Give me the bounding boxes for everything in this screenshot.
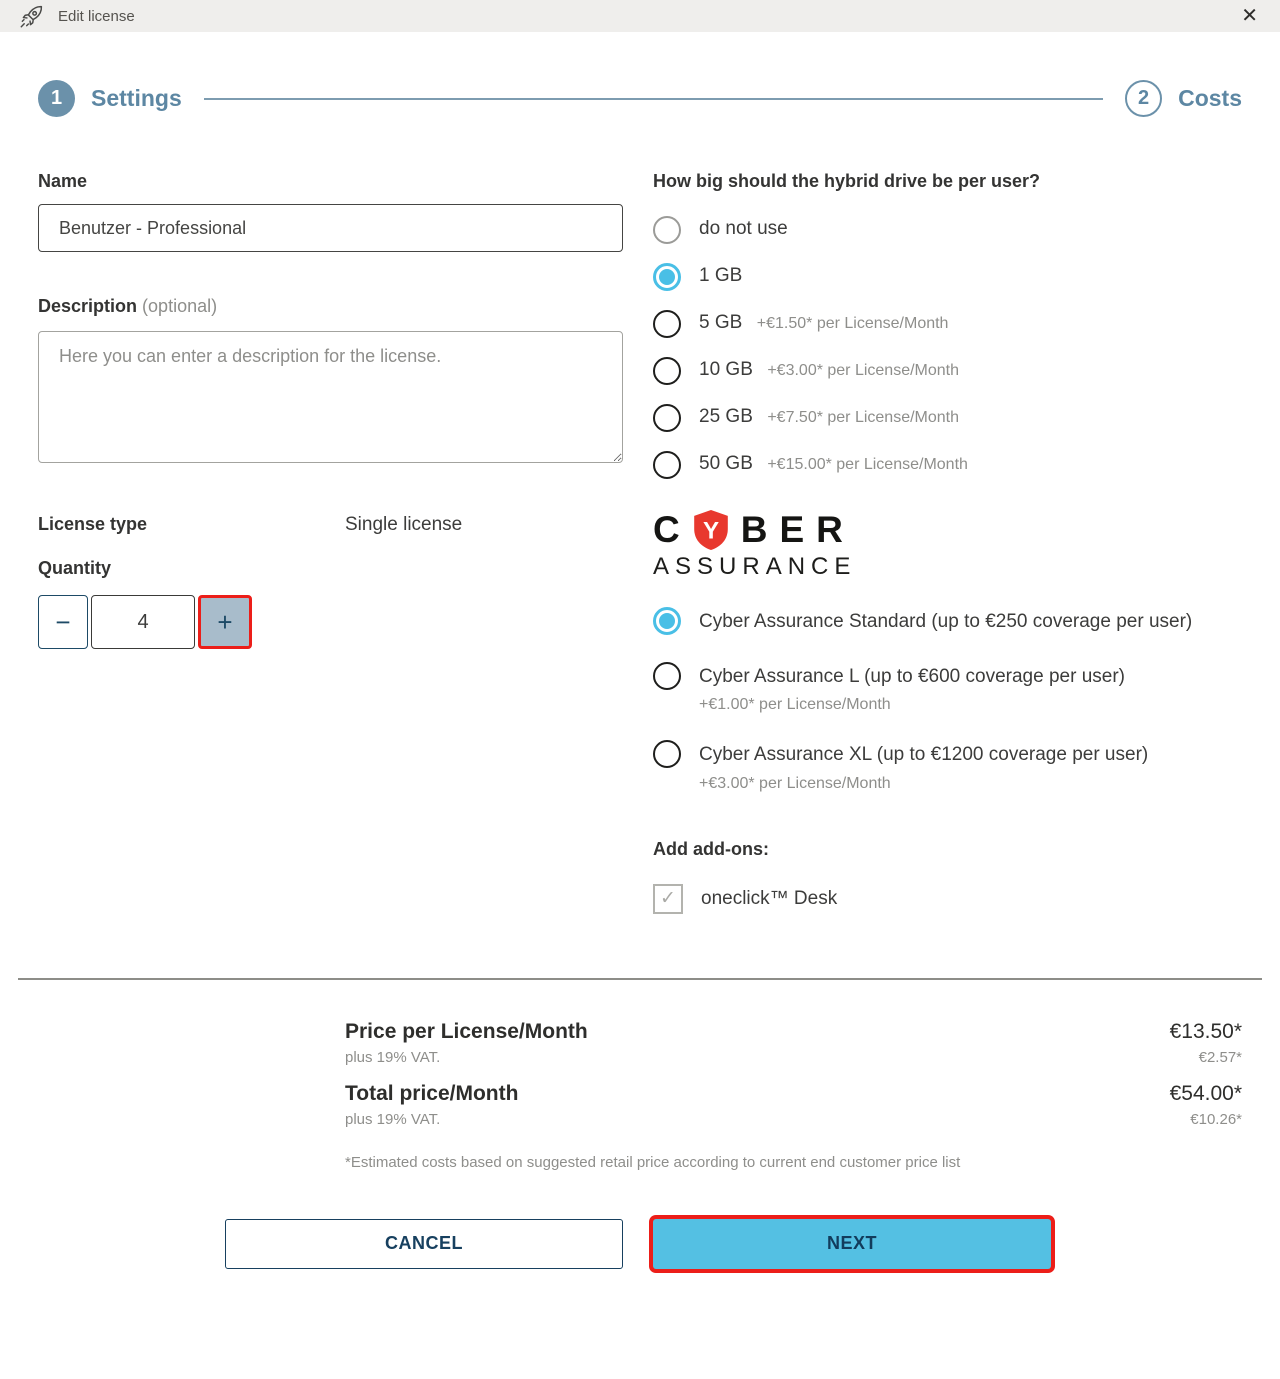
hybrid-drive-options — [653, 216, 1242, 479]
radio-selected-icon[interactable] — [653, 607, 681, 635]
dialog-title: Edit license — [58, 7, 135, 25]
quantity-input[interactable] — [91, 595, 195, 649]
name-input[interactable] — [38, 204, 623, 252]
license-type-value: Single license — [345, 514, 463, 535]
price-per-license-vat: €2.57* — [1198, 1048, 1242, 1066]
radio-option-10gb[interactable]: 10 GB +€3.00* per License/Month — [653, 357, 1242, 385]
wizard-stepper — [38, 80, 1242, 117]
assurance-wordmark: ASSURANCE — [653, 553, 857, 580]
close-icon[interactable]: ✕ — [1237, 4, 1262, 28]
dialog-actions — [225, 1219, 1242, 1269]
radio-icon[interactable] — [653, 404, 681, 432]
quantity-label: Quantity — [38, 558, 112, 578]
option-price: +€3.00* per License/Month — [767, 362, 960, 379]
radio-option-50gb[interactable]: 50 GB +€15.00* per License/Month — [653, 451, 1242, 479]
cancel-button[interactable]: CANCEL — [225, 1219, 623, 1269]
quantity-decrease-button[interactable]: − — [38, 595, 88, 649]
checkbox-checked-disabled-icon: ✓ — [653, 884, 683, 914]
addon-label: oneclick™ Desk — [701, 887, 838, 909]
radio-selected-icon[interactable] — [653, 263, 681, 291]
price-summary — [38, 1020, 1242, 1171]
step-1-circle: 1 — [38, 80, 75, 117]
summary-row-price-per-license: Price per License/Month plus 19% VAT. €13.50* €2.57* — [345, 1019, 1242, 1066]
cyber-assurance-options — [653, 607, 1242, 793]
radio-icon[interactable] — [653, 357, 681, 385]
price-footnote: *Estimated costs based on suggested retail price according to current end customer price list — [345, 1153, 961, 1171]
hybrid-drive-question: How big should the hybrid drive be per user? — [653, 171, 1041, 191]
option-price: +€1.50* per License/Month — [756, 315, 949, 332]
settings-right-column — [653, 171, 1242, 914]
radio-option-ca-l[interactable]: Cyber Assurance L (up to €600 coverage per user) +€1.00* per License/Month — [653, 662, 1242, 715]
radio-icon[interactable] — [653, 662, 681, 690]
radio-option-do-not-use[interactable]: do not use — [653, 216, 1242, 244]
shield-icon — [692, 509, 730, 551]
radio-option-ca-standard[interactable]: Cyber Assurance Standard (up to €250 coverage per user) — [653, 607, 1242, 636]
summary-divider — [18, 978, 1262, 980]
settings-left-column — [38, 171, 623, 914]
radio-option-ca-xl[interactable]: Cyber Assurance XL (up to €1200 coverage per user) +€3.00* per License/Month — [653, 740, 1242, 793]
price-per-license-value: €13.50* — [1169, 1019, 1242, 1043]
option-price: +€1.00* per License/Month — [699, 696, 891, 714]
next-button[interactable]: NEXT — [653, 1219, 1051, 1269]
description-optional-hint: (optional) — [142, 296, 218, 316]
stepper-connector-line — [204, 98, 1103, 100]
dialog-titlebar — [0, 0, 1280, 32]
radio-icon[interactable] — [653, 310, 681, 338]
total-price-value: €54.00* — [1169, 1081, 1242, 1105]
license-type-label: License type — [38, 514, 148, 534]
summary-row-total-price: Total price/Month plus 19% VAT. €54.00* €10.26* — [345, 1081, 1242, 1128]
step-2-label: Costs — [1178, 85, 1242, 111]
radio-option-5gb[interactable]: 5 GB +€1.50* per License/Month — [653, 310, 1242, 338]
description-textarea[interactable] — [38, 331, 623, 463]
radio-icon[interactable] — [653, 216, 681, 244]
rocket-icon — [18, 3, 44, 29]
radio-icon[interactable] — [653, 451, 681, 479]
step-1-label: Settings — [91, 85, 182, 111]
radio-icon[interactable] — [653, 740, 681, 768]
radio-option-1gb[interactable]: 1 GB — [653, 263, 1242, 291]
radio-option-25gb[interactable]: 25 GB +€7.50* per License/Month — [653, 404, 1242, 432]
description-label: Description (optional) — [38, 296, 218, 316]
option-price: +€15.00* per License/Month — [767, 456, 968, 473]
step-2-circle: 2 — [1125, 80, 1162, 117]
addon-oneclick-desk — [653, 884, 1242, 914]
addons-label: Add add-ons: — [653, 838, 769, 859]
cyber-assurance-logo: C Y B E R ASSURANCE — [653, 509, 1242, 581]
svg-text:Y: Y — [702, 517, 719, 545]
option-price: +€3.00* per License/Month — [699, 774, 891, 792]
name-label: Name — [38, 171, 88, 191]
quantity-increase-button[interactable]: + — [198, 595, 252, 649]
total-price-vat: €10.26* — [1190, 1110, 1242, 1128]
quantity-stepper — [38, 595, 623, 649]
option-price: +€7.50* per License/Month — [767, 409, 960, 426]
